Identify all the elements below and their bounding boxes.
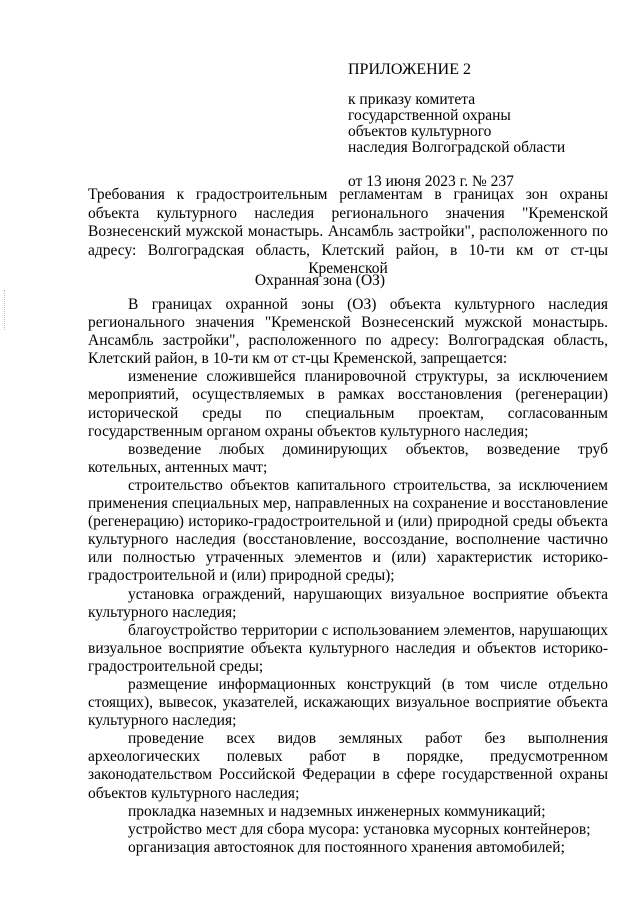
order-date: от 13 июня 2023 г. № 237: [348, 173, 514, 190]
intro-paragraph: В границах охранной зоны (ОЗ) объекта культурного наследия регионального значения "Кременской Вознесенский мужской монастырь. Ансамбль застройки", расположенного по адресу: Волгоградская область, Клетский район, в 10-ти км от ст-цы Кременской, запрещается:: [88, 296, 608, 368]
prohibition-item: строительство объектов капитального строительства, за исключением применения специальных мер, направленных на сохранение и восстановление (регенерацию) историко-градостроительной и (или) природной среды объекта культурного наследия (восстановление, воссоздание, восполнение частично или полностью утраченных элементов и (или) характеристик историко-градостроительной и (или) природной среды);: [88, 476, 608, 585]
prohibition-item: возведение любых доминирующих объектов, возведение труб котельных, антенных мачт;: [88, 440, 608, 476]
appendix-block: [348, 62, 608, 190]
prohibition-item: устройство мест для сбора мусора: установка мусорных контейнеров;: [128, 820, 591, 838]
prohibition-item: благоустройство территории с использованием элементов, нарушающих визуальное восприятие объекта культурного наследия и объектов историко-градостроительной среды;: [88, 621, 608, 675]
appendix-line: объектов культурного: [348, 123, 492, 140]
prohibition-item: изменение сложившейся планировочной структуры, за исключением мероприятий, осуществляемых в рамках восстановления (регенерации) исторической среды по специальным проектам, согласованным государственным органом охраны объектов культурного наследия;: [88, 368, 608, 440]
prohibition-item: установка ограждений, нарушающих визуальное восприятие объекта культурного наследия;: [88, 585, 608, 621]
appendix-line: наследия Волгоградской области: [348, 139, 566, 156]
prohibition-item: прокладка наземных и надземных инженерных коммуникаций;: [128, 802, 546, 820]
document-body: [88, 296, 608, 857]
scan-margin-mark: [4, 290, 8, 330]
prohibition-item: организация автостоянок для постоянного хранения автомобилей;: [128, 838, 565, 856]
appendix-heading: ПРИЛОЖЕНИЕ 2: [348, 61, 472, 78]
section-heading: Охранная зона (ОЗ): [254, 272, 386, 289]
document-title: Требования к градостроительным регламентам в границах зон охраны объекта культурного наследия регионального значения "Кременской Вознесенский мужской монастырь. Ансамбль застройки", расположенного по адресу: Волгоградская область, Клетский район, в 10-ти км от ст-цы Кременской: [88, 186, 608, 277]
prohibition-item: размещение информационных конструкций (в том числе отдельно стоящих), вывесок, указателей, искажающих визуальное восприятие объекта культурного наследия;: [88, 675, 608, 730]
prohibition-item: проведение всех видов земляных работ без выполнения археологических полевых работ в порядке, предусмотренном законодательством Российской Федерации в сфере государственной охраны объектов культурного наследия;: [88, 730, 608, 802]
appendix-line: государственной охраны: [348, 107, 511, 124]
appendix-line: к приказу комитета: [348, 91, 476, 108]
